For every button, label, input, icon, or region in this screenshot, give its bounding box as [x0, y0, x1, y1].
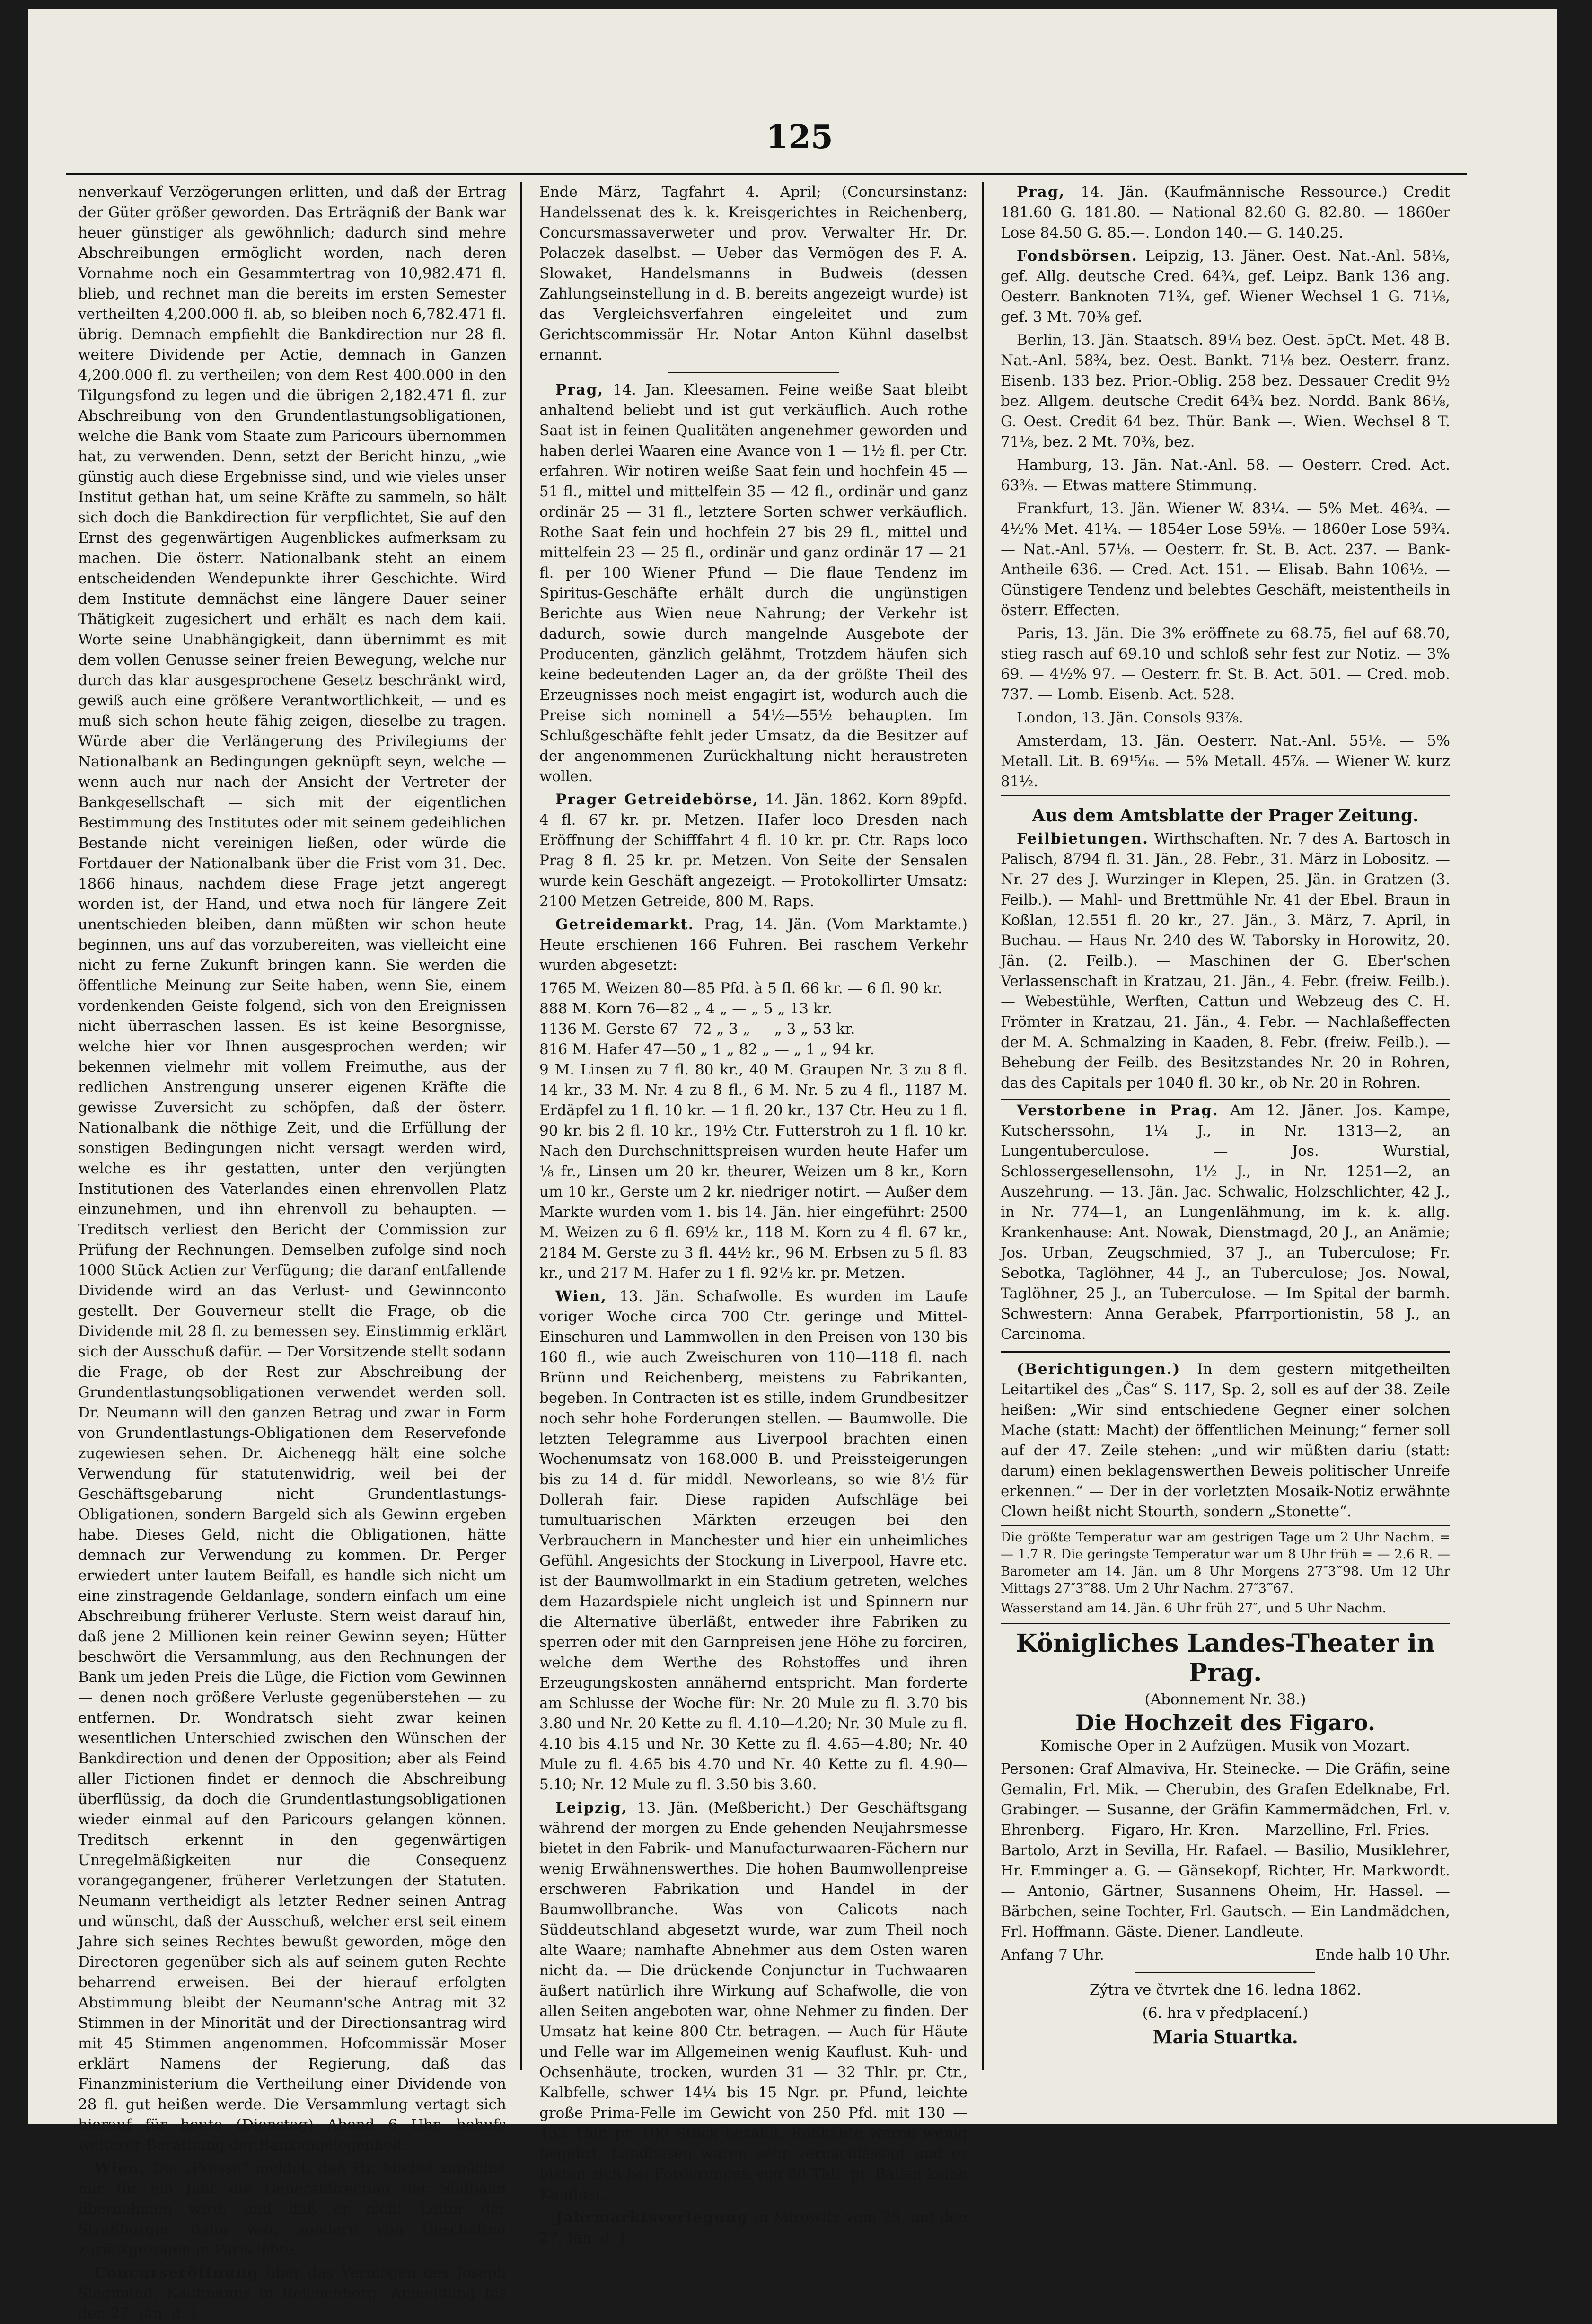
paragraph-text: Prag, 14. Jän. (Vom Marktamte.) Heute erschienen 166 Fuhren. Bei raschem Verkehr wurden abgesetzt:	[539, 916, 968, 974]
wien-wool-paragraph	[539, 1286, 968, 1795]
weather-box	[1001, 1525, 1450, 1624]
grain-table-row: 1136 M. Gerste 67—72 „ 3 „ — „ 3 „ 53 kr.	[539, 1021, 855, 1038]
grain-table-row: 888 M. Korn 76—82 „ 4 „ — „ 5 „ 13 kr.	[539, 1000, 832, 1017]
amsterdam-paragraph: Amsterdam, 13. Jän. Oesterr. Nat.-Anl. 55⅛. — 5% Metall. Lit. B. 69¹⁵⁄₁₆. — 5% Metall. 45⅞. — Wiener W. kurz 81½.	[1001, 732, 1450, 790]
place-heading: Wien,	[555, 1288, 607, 1305]
next-show-date: Zýtra ve čtvrtek dne 16. ledna 1862.	[1089, 1981, 1362, 1998]
column-right	[1001, 182, 1450, 2051]
section-heading: Verstorbene in Prag.	[1017, 1102, 1219, 1119]
newspaper-page	[28, 9, 1557, 2322]
separator	[1001, 1351, 1450, 1353]
paragraph-text: 13. Jän. (Meßbericht.) Der Geschäftsgang während der morgen zu Ende gehenden Neujahrsmesse bietet in den Fabrik- und Manufacturwaaren-Fächern nur wenig Erwähnenswerthes. Die hohen Baumwollenpreise erschweren Fabrikation und Handel in der Baumwollbranche. Was von Calicots nach Süddeutschland abgesetzt wurde, war zum Theil noch alte Waare; namhafte Abnehmer aus dem Osten waren nicht da. — Die drückende Conjunctur in Tuchwaaren äußert natürlich ihre Wirkung auf Schafwolle, die von allen Seiten angeboten war, ohne Nehmer zu finden. Der Umsatz hat keine 800 Ctr. betragen. — Auch für Häute und Felle war im Allgemeinen wenig Kauflust. Kuh- und Ochsenhäute, trocken, wurden 31 — 32 Thlr. pr. Ctr., Kalbfelle, schwer 14¼ bis 15 Ngr. pr. Pfund, leichte große Prima-Felle im Gewicht von 250 Pfd. mit 130 — 132 Thlr. pr. 100 Stück bezahlt. Roßhäute waren wenig begehrt. Landhasen waren sehr vernachlässigt und es bieten sich bei Forderungen von 80 Thlr. pr. Ballen keine Kauflust.	[539, 1799, 968, 2203]
place-heading: Wien.	[94, 2160, 146, 2177]
amtsblatt-heading: Aus dem Amtsblatte der Prager Zeitung.	[1032, 806, 1419, 826]
column-divider	[520, 182, 522, 2070]
header-rule	[66, 173, 1467, 175]
section-heading: Jahrmarktsverlegung	[555, 2209, 749, 2226]
getreidemarkt-paragraph	[539, 915, 968, 976]
london-paragraph: London, 13. Jän. Consols 93⅞.	[1017, 709, 1244, 726]
paragraph-text: Leipzig, 13. Jäner. Oest. Nat.-Anl. 58⅛, gef. Allg. deutsche Cred. 64¾, gef. Leipz. Bank 136 ang. Oesterr. Banknoten 71¾, gef. Wiener Wechsel 1 G. 71⅛, gef. 3 Mt. 70⅜ gef.	[1001, 247, 1450, 326]
temperature-text: Die größte Temperatur war am gestrigen Tage um 2 Uhr Nachm. = — 1.7 R. Die geringste Temperatur war um 8 Uhr früh = — 2.6 R. — Barometer am 14. Jän. um 8 Uhr Morgens 27″3‴98. Um 12 Uhr Mittags 27″3‴88. Um 2 Uhr Nachm. 27″3‴67.	[1001, 1530, 1450, 1596]
bank-report-paragraph: nenverkauf Verzögerungen erlitten, und daß der Ertrag der Güter größer geworden. Das Erträgniß der Bank war heuer günstiger als gewöhnlich; dadurch sind mehre Abschreibungen ermöglicht worden, nach deren Vornahme noch ein Gesammtertrag von 10,982.471 fl. blieb, und rechnet man die bereits im ersten Semester vertheilten 4,200.000 fl. ab, so bleiben noch 6,782.471 fl. übrig. Demnach empfiehlt die Bankdirection nur 28 fl. weitere Dividende per Actie, demnach in Ganzen 4,200.000 fl. zu vertheilen; von dem Rest 400.000 in den Tilgungsfond zu legen und die übrigen 2,182.471 fl. zur Abschreibung von den Grundentlastungsobligationen, welche die Bank vom Staate zum Paricours übernommen hat, zu verwenden. Denn, setzt der Bericht hinzu, „wie günstig auch diese Ergebnisse sind, und wie vieles unser Institut gethan hat, um seine Kräfte zu sammeln, so hält sich doch die Bankdirection für verpflichtet, Sie auf den Ernst des gegenwärtigen Augenblickes aufmerksam zu machen. Die österr. Nationalbank steht an einem entscheidenden Wendepunkte ihrer Geschichte. Wird dem Institute demnächst eine längere Dauer seiner Thätigkeit zugesichert und erhält es nach dem kaii. Worte seine Unabhängigkeit, dann übernimmt es mit dem vollen Genusse seiner freien Bewegung, welche nur durch das klar ausgesprochene Gesetz beschränkt wird, gewiß auch eine größere Verantwortlichkeit, — und es muß sich schon heute fähig zeigen, dieselbe zu tragen. Würde aber die Verlängerung des Privilegiums der Nationalbank an Bedingungen geknüpft seyn, welche — wenn auch nur nach der Ansicht der Vertreter der Bankgesellschaft — sich mit der eigentlichen Bestimmung des Institutes oder mit seinem gedeihlichen Bestande nicht vereinigen ließen, oder würde die Fortdauer der Nationalbank über die Frist vom 31. Dec. 1866 hinaus, nachdem diese Frage jetzt angeregt worden ist, der Hand, und etwa noch für längere Zeit unentschieden bleiben, dann müßten wir schon heute beginnen, uns auf das vorzubereiten, was vielleicht eine nicht zu ferne Zukunft bringen kann. Sie werden die öffentliche Meinung zur Seite haben, wenn Sie, einem vordenkenden Geiste folgend, sich von den Ereignissen nicht überraschen lassen. Es ist keine Besorgnisse, welche hier vor Ihnen ausgesprochen werden; wir bekennen vielmehr mit vollem Freimuthe, aus der redlichen Anstrengung unserer eigenen Kräfte die gewisse Zuversicht zu schöpfen, daß der österr. Nationalbank die nöthige Zeit, und die Erfüllung der sonstigen Bedingungen nicht versagt werden wird, welche es ihr gestatten, unter den verjüngten Institutionen des Vaterlandes einen ehrenvollen Platz einzunehmen, und ihn ehrenvoll zu behaupten. — Treditsch verliest den Bericht der Commission zur Prüfung der Rechnungen. Demselben zufolge sind noch 1000 Stück Actien zur Verfügung; die daranf entfallende Dividende wird an das Verlust- und Gewinnconto gestellt. Der Gouverneur stellt die Frage, ob die Dividende mit 28 fl. zu bemessen sey. Einstimmig erklärt sich der Ausschuß dafür. — Der Vorsitzende stellt sodann die Frage, ob der Rest zur Abschreibung der Grundentlastungsobligationen verwendet werden soll. Dr. Neumann will den ganzen Betrag und zwar in Form von Grundentlastungs-Obligationen dem Reservefonde zugewiesen sehen. Dr. Aichenegg hält eine solche Verwendung für statutenwidrig, weil bei der Geschäftsgebarung nicht Grundentlastungs-Obligationen, sondern Bargeld sich als Gewinn ergeben habe. Dieses Geld, nicht die Obligationen, hätte demnach zur Verwendung zu kommen. Dr. Perger erwiedert unter lautem Beifall, es handle sich nicht um eine zinstragende Geldanlage, sondern einfach um eine Abschreibung früherer Verluste. Stern weist darauf hin, daß jene 2 Millionen kein reiner Gewinn seyen; Hütter beschwört die Versammlung, aus den Rechnungen der Bank um jeden Preis die Lüge, die Fiction vom Gewinnen — denen noch größere Verluste gegenüberstehen — zu entfernen. Dr. Wondratsch sieht zwar keinen wesentlichen Unterschied zwischen den Wünschen der Bankdirection und denen der Opposition; aber als Feind aller Fictionen findet er dennoch die Abschreibung überflüssig, da doch die Grundentlastungsobligationen wieder einmal auf den Paricours gelangen können. Treditsch erkennt in den gegenwärtigen Unregelmäßigkeiten nur die Consequenz vorangegangener, früherer Verletzungen der Statuten. Neumann vertheidigt als letzter Redner seinen Antrag und wünscht, daß der Ausschuß, welcher erst seit einem Jahre sich seines Rechtes bewußt geworden, möge den Directoren gegenüber sich als auf seinem guten Rechte beharrend erweisen. Bei der hierauf erfolgten Abstimmung bleibt der Neumann'sche Antrag mit 32 Stimmen in der Minorität und der Directionsantrag wird mit 45 Stimmen angenommen. Hofcommissär Moser erklärt Namens der Regierung, daß das Finanzministerium die Vertheilung einer Dividende von 28 fl. gut heißen werde. Die Versammlung vertagt sich hierauf für heute (Dienstag) Abend 6 Uhr, behufs weiterer Berathung der Bankangelegenheit.	[78, 184, 506, 2154]
paragraph-text: in Mirowitz vom 25. auf den 27. Jän. d. J.	[539, 2209, 968, 2246]
section-heading: Concurseröffnung	[94, 2264, 259, 2281]
verstorbene-paragraph	[1001, 1100, 1450, 1345]
abonnement-text: (Abonnement Nr. 38.)	[1144, 1691, 1306, 1708]
column-left	[78, 182, 506, 2322]
column-divider	[982, 182, 984, 2070]
grain-paragraph: 9 M. Linsen zu 7 fl. 80 kr., 40 M. Graupen Nr. 3 zu 8 fl. 14 kr., 33 M. Nr. 4 zu 8 fl., 6 M. Nr. 5 zu 4 fl., 1187 M. Erdäpfel zu 1 fl. 10 kr. — 1 fl. 20 kr., 137 Ctr. Heu zu 1 fl. 90 kr. bis 2 fl. 10 kr., 19½ Ctr. Futterstroh zu 1 fl. 10 kr. Nach den Durchschnittspreisen wurden heute Hafer um ⅛ fr., Linsen um 20 kr. theurer, Weizen um 8 kr., Korn um 10 kr., Gerste um 2 kr. niedriger notirt. — Außer dem Markte wurden vom 1. bis 14. Jän. hier eingeführt: 2500 M. Weizen zu 6 fl. 69½ kr., 118 M. Korn zu 4 fl. 67 kr., 2184 M. Gerste zu 3 fl. 44½ kr., 96 M. Erbsen zu 5 fl. 83 kr., und 217 M. Hafer zu 1 fl. 92½ kr. pr. Metzen.	[539, 1061, 968, 1282]
separator	[1135, 1972, 1315, 1973]
section-heading: Feilbietungen.	[1017, 830, 1149, 847]
place-heading: Leipzig,	[555, 1799, 628, 1816]
paragraph-text: 14. Jän. (Kaufmännische Ressource.) Credit 181.60 G. 181.80. — National 82.60 G. 82.80. — 1860er Lose 84.50 G. 85.—. London 140.— G. 140.25.	[1001, 184, 1450, 241]
grain-table-row: 1765 M. Weizen 80—85 Pfd. à 5 fl. 66 kr. — 6 fl. 90 kr.	[539, 980, 942, 997]
cast-list: Personen: Graf Almaviva, Hr. Steinecke. — Die Gräfin, seine Gemalin, Frl. Mik. — Cherubin, des Grafen Edelknabe, Frl. Grabinger. — Susanne, der Gräfin Kammermädchen, Frl. v. Ehrenberg. — Figaro, Hr. Kren. — Marzelline, Frl. Fries. — Bartolo, Arzt in Sevilla, Hr. Rafael. — Basilio, Musiklehrer, Hr. Emminger a. G. — Gänsekopf, Richter, Hr. Markwordt. — Antonio, Gärtner, Susannens Oheim, Hr. Hassel. — Bärbchen, seine Tochter, Frl. Gautsch. — Ein Landmädchen, Frl. Hoffmann. Gäste. Diener. Landleute.	[1001, 1761, 1450, 1940]
amtsblatt-box	[1001, 795, 1450, 1100]
next-show-title: Maria Stuartka.	[1153, 2025, 1298, 2048]
separator	[668, 372, 839, 373]
paris-paragraph: Paris, 13. Jän. Die 3% eröffnete zu 68.75, fiel auf 68.70, stieg rasch auf 69.10 und schloß sehr fest zur Notiz. — 3% 69. — 4½% 97. — Oesterr. fr. St. B. Act. 501. — Cred. mob. 737. — Lomb. Eisenb. Act. 528.	[1001, 625, 1450, 703]
jahrmarkt-paragraph	[539, 2208, 968, 2248]
column-middle	[539, 182, 968, 2246]
place-heading: Prag,	[555, 381, 604, 398]
hamburg-paragraph: Hamburg, 13. Jän. Nat.-Anl. 58. — Oesterr. Cred. Act. 63⅜. — Etwas mattere Stimmung.	[1001, 457, 1450, 494]
end-time: Ende halb 10 Uhr.	[1315, 1946, 1450, 1963]
paragraph-text: 14. Jan. Kleesamen. Feine weiße Saat bleibt anhaltend beliebt und ist gut verkäuflich. Auch rothe Saat ist in feinen Qualitäten angenehmer geworden und haben derlei Waaren eine Avance von 1 — 1½ fl. per Ctr. erfahren. Wir notiren weiße Saat fein und hochfein 45 — 51 fl., mittel und mittelfein 35 — 42 fl., ordinär und ganz ordinär 25 — 31 fl., letztere Sorten schwer verkäuflich. Rothe Saat fein und hochfein 27 bis 29 fl., mittel und mittelfein 23 — 25 fl., ordinär und ganz ordinär 17 — 21 fl. per 100 Wiener Pfund — Die flaue Tendenz im Spiritus-Geschäfte erhält durch die ungünstigen Berichte aus Wien neue Nahrung; der Verkehr ist dadurch, sowie durch mangelnde Ausgebote der Producenten, gänzlich gelähmt, Trotzdem häufen sich keine bedeutenden Lager an, da der größte Theil des Erzeugnisses noch meist engagirt ist, wodurch auch die Preise sich nominell a 54½—55½ behaupten. Im Schlußgeschäfte fehlt jeder Umsatz, da die Besitzer auf der angenommenen Zurückhaltung nicht heraustreten wollen.	[539, 381, 968, 785]
next-show-subscription: (6. hra v předplacení.)	[1142, 2005, 1309, 2022]
grain-table-row: 816 M. Hafer 47—50 „ 1 „ 82 „ — „ 1 „ 94 kr.	[539, 1041, 875, 1058]
theatre-title: Königliches Landes-Theater in Prag.	[1016, 1629, 1435, 1687]
paragraph-text: Wirthschaften. Nr. 7 des A. Bartosch in Palisch, 8794 fl. 31. Jän., 28. Febr., 31. März in Lobositz. — Nr. 27 des J. Wurzinger in Klepen, 25. Jän. in Gratzen (3. Feilb.). — Mahl- und Brettmühle Nr. 41 der Ebel. Braun in Koßlan, 12.551 fl. 20 kr., 27. Jän., 3. März, 7. April, in Buchau. — Haus Nr. 240 des W. Taborsky in Horowitz, 20. Jän. (2. Feilb.). — Maschinen der G. Eber'schen Verlassenschaft in Kratzau, 21. Jän., 4. Febr. (freiw. Feilb.). — Webestühle, Werften, Cattun und Webzeug des C. H. Frömter in Kratzau, 21. Jän., 4. Febr. — Nachlaßeffecten der M. A. Schmalzing in Kaaden, 8. Febr. (freiw. Feilb.). — Behebung der Feilb. des Besitzstandes Nr. 20 in Rohren, das des Capitals per 1040 fl. 30 kr., ob Nr. 20 in Rohren.	[1001, 830, 1450, 1092]
paragraph-text: 14. Jän. 1862. Korn 89pfd. 4 fl. 67 kr. pr. Metzen. Hafer loco Dresden nach Eröffnung der Schifffahrt 4 fl. 10 kr. pr. Ctr. Raps loco Prag 8 fl. 25 kr. pr. Metzen. Von Seite der Sensalen wurde kein Geschäft angezeigt. — Protokollirter Umsatz: 2100 Metzen Getreide, 800 M. Raps.	[539, 791, 968, 910]
place-heading: Prag,	[1017, 184, 1065, 201]
prag-exchange-paragraph	[1001, 182, 1450, 243]
berlin-paragraph: Berlin, 13. Jän. Staatsch. 89¼ bez. Oest. 5pCt. Met. 48 B. Nat.-Anl. 58¾, bez. Oest. Bankt. 71⅛ bez. Oesterr. franz. Eisenb. 133 bez. Prior.-Oblig. 258 bez. Dessauer Credit 9½ bez. Allgem. deutsche Credit 64¾ bez. Nordd. Bank 86⅛, G. Oest. Credit 64 bez. Thür. Bank —. Wien. Wechsel 8 T. 71⅛, bez. 2 Mt. 70⅜, bez.	[1001, 332, 1450, 450]
section-heading: Fondsbörsen.	[1017, 247, 1138, 264]
paragraph-text: Am 12. Jäner. Jos. Kampe, Kutscherssohn, 1¼ J., in Nr. 1313—2, an Lungentuberculose. — Jos. Wurstial, Schlossergesellensohn, 1½ J., in Nr. 1251—2, an Auszehrung. — 13. Jän. Jac. Schwalic, Holzschlichter, 42 J., in Nr. 774—1, an Lungenlähmung, im k. k. allg. Krankenhause: Ant. Nowak, Dienstmagd, 20 J., an Anämie; Jos. Urban, Zeugschmied, 37 J., an Tuberculose; Fr. Sebotka, Taglöhner, 44 J., an Tuberculose; Jos. Nowal, Taglöhner, 25 J., an Tuberculose. — Im Spital der barmh. Schwestern: Anna Gerabek, Pfarrportionistin, 58 J., an Carcinoma.	[1001, 1102, 1450, 1343]
section-heading: Getreidemarkt.	[555, 916, 695, 933]
prag-market-paragraph	[539, 380, 968, 787]
feilbietungen-paragraph	[1001, 829, 1450, 1093]
section-heading: (Berichtigungen.)	[1017, 1361, 1181, 1378]
wasserstand-text: Wasserstand am 14. Jän. 6 Uhr früh 27″, und 5 Uhr Nachm.	[1001, 1601, 1387, 1616]
paragraph-text: Die „Presse“ meldet, daß Hr. Michel zunächst nur für ein Jahr die Generaldirection der Südbahn übernehmen wird, und daß er nicht Leiter der Straßburger Bahn war, sondern von Geschäften zurückgezogen in Paris lebte.	[78, 2160, 506, 2258]
fondsboersen-paragraph	[1001, 246, 1450, 327]
paragraph-text: In dem gestern mitgetheilten Leitartikel des „Čas“ S. 117, Sp. 2, soll es auf der 38. Zeile heißen: „Wir sind entschiedene Gegner einer solchen Mache (statt: Macht) der öffentlichen Meinung;“ ferner soll auf der 47. Zeile stehen: „und wir müßten dariu (statt: darum) einen beklagenswerthen Beweis politischer Unreife erkennen.“ — Der in der vorletzten Mosaik-Notiz erwähnte Clown heißt nicht Stourth, sondern „Stonette“.	[1001, 1361, 1450, 1520]
getreideboerse-paragraph	[539, 790, 968, 912]
start-time: Anfang 7 Uhr.	[1001, 1946, 1104, 1963]
times-row	[1001, 1945, 1450, 1965]
opera-title: Die Hochzeit des Figaro.	[1075, 1710, 1375, 1735]
paragraph-text: 13. Jän. Schafwolle. Es wurden im Laufe voriger Woche circa 700 Ctr. geringe und Mittel-Einschuren und Lammwollen in den Preisen von 130 bis 160 fl., wie auch Zweischuren von 110—118 fl. nach Brünn und Reichenberg, meistens zu Fabrikanten, begeben. In Contracten ist es stille, indem Grundbesitzer noch sehr hohe Forderungen stellen. — Baumwolle. Die letzten Telegramme aus Liverpool brachten einen Wochenumsatz von 168.000 B. und Preissteigerungen bis zu 14 d. für middl. Neworleans, so wie 8½ für Dollerah fair. Diese rapiden Aufschläge bei tumultuarischen Märkten erzeugen bei den Verbrauchern in Manchester und hier ein unheimliches Gefühl. Angesichts der Stockung in Liverpool, Havre etc. ist der Baumwollmarkt in ein Stadium getreten, welches dem Hazardspiele nicht ungleich ist und Spinnern nur die Alternative überläßt, entweder ihre Fabriken zu sperren oder mit den Garnpreisen jene Höhe zu forciren, welche dem Werthe des Rohstoffes und ihren Erzeugungskosten annähernd entspricht. Man forderte am Schlusse der Woche für: Nr. 20 Mule zu fl. 3.70 bis 3.80 und Nr. 20 Kette zu fl. 4.10—4.20; Nr. 30 Mule zu fl. 4.10 bis 4.15 und Nr. 30 Kette zu fl. 4.65—4.80; Nr. 40 Mule zu fl. 4.65 bis 4.70 und Nr. 40 Kette zu fl. 4.90—5.10; Nr. 12 Mule zu fl. 3.50 bis 3.60.	[539, 1288, 968, 1793]
frankfurt-paragraph: Frankfurt, 13. Jän. Wiener W. 83¼. — 5% Met. 46¾. — 4½% Met. 41¼. — 1854er Lose 59⅛. — 1860er Lose 59¾. — Nat.-Anl. 57⅛. — Oesterr. fr. St. B. Act. 237. — Bank-Antheile 636. — Cred. Act. 151. — Elisab. Bahn 106½. — Günstigere Tendenz und belebtes Geschäft, meistentheils in österr. Effecten.	[1001, 500, 1450, 619]
berichtigungen-paragraph	[1001, 1359, 1450, 1522]
opera-subtitle: Komische Oper in 2 Aufzügen. Musik von Mozart.	[1040, 1737, 1410, 1754]
grain-table	[539, 978, 968, 1060]
section-heading: Prager Getreidebörse,	[555, 791, 759, 808]
wien-paragraph	[78, 2158, 506, 2260]
paragraph-text: über das Vermögen des Joseph Siegmund, Kaufmanns in Reichenberg; Anmeldung bis den 27. Jän. d. J.	[78, 2264, 506, 2322]
concurs-paragraph	[78, 2263, 506, 2324]
leipzig-paragraph	[539, 1798, 968, 2205]
concurs-continued: Ende März, Tagfahrt 4. April; (Concursinstanz: Handelssenat des k. k. Kreisgerichtes in Reichenberg, Concursmassaverweter und prov. Verwalter Hr. Dr. Polaczek daselbst. — Ueber das Vermögen des F. A. Slowaket, Handelsmanns in Budweis (dessen Zahlungseinstellung in d. B. bereits angezeigt wurde) ist das Vergleichsverfahren eingeleitet und zum Gerichtscommissär Hr. Notar Anton Kühnl daselbst ernannt.	[539, 184, 968, 363]
page-number: 125	[766, 118, 833, 156]
